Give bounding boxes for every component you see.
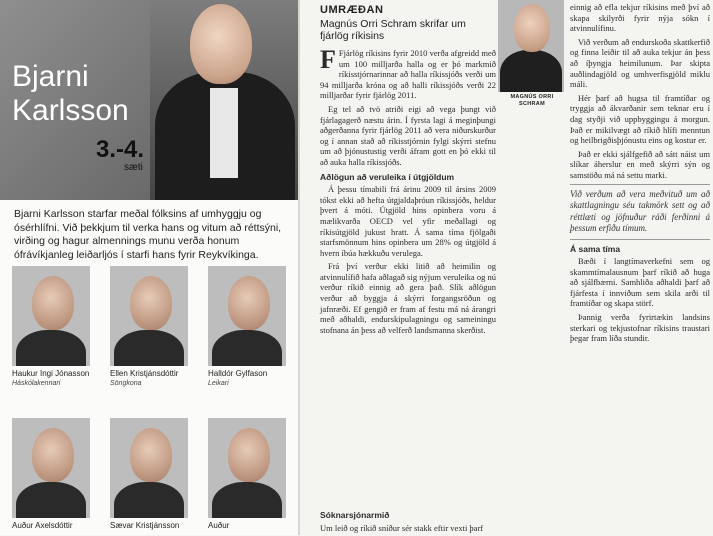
article-paragraph: Það er ekki sjálfgefið að sátt náist um slíkar áherslur en með skýrri sýn og samstöðu má ná settu marki. [570,148,710,180]
article-lead-paragraph: F Fjárlög ríkisins fyrir 2010 verða afgreidd með um 100 milljarða halla og er þó markmið ríkisstjórnarinnar að halla ríkissjóðs verði um 94 milljarða króna og að halli ríkissjóðs verði 22 milljarðar fyrir fjárlög 2011. [320,45,496,101]
candidate-seat-label: sæti [124,162,143,173]
article-column-2 [570,2,710,347]
article [300,0,713,535]
supporter-name: Halldór Gylfason [208,369,268,378]
supporter-photo [110,418,188,518]
supporter-card [12,418,102,531]
article-paragraph: Bæði í langtímaverkefni sem og skammtímalausnum þarf ríkið að huga að sjálfbærni. Samhliða aðhaldi þarf að fjárfesta í innviðum sem skila arði til framtíðar og skapa störf. [570,256,710,309]
supporter-name: Haukur Ingi Jónasson [12,369,90,378]
candidate-ad [0,0,298,535]
article-paragraph: Hér þarf að hugsa til framtíðar og tryggja að ákvarðanir sem teknar eru í dag styðji við uppbyggingu á morgun. Það er mikilvægt að ríkið hlífi menntun og heilbrigðisþjónustu eins og kostur er. [570,92,710,146]
article-column-1 [320,45,496,338]
candidate-photo-shirt [210,88,238,178]
article-subheading: Sóknarsjónarmið [320,510,390,520]
candidate-name [12,60,129,128]
supporter-title: Söngkona [110,380,142,387]
supporter-photo [208,266,286,366]
candidate-intro: Bjarni Karlsson starfar meðal fólksins af umhyggju og ósérhlífni. Við þekkjum til verka hans og vitum að réttsýni, virðing og hagur almennings munu verða honum ófrávíkjanleg leiðarljós í starfi hans fyrir Reykvíkinga. [14,208,282,261]
pull-quote: Við verðum að vera meðvituð um að skattlagningu séu takmörk sett og að réttlæti og jöfnuður ráði ferðinni á þessum erfiðu tímum. [570,188,710,233]
author-photo [498,0,564,92]
article-column-1-bottom [320,506,546,536]
supporter-title: Leikari [208,380,229,387]
supporter-name: Auður Axelsdóttir [12,521,73,530]
supporter-name: Auður [208,521,230,530]
pull-quote-rule [570,239,710,240]
supporter-photo [12,266,90,366]
article-paragraph: einnig að efla tekjur ríkisins með því að skapa skilyrði fyrir nýja sókn í atvinnulífinu. [570,2,710,34]
article-paragraph: Frá því verður ekki litið að heimilin og atvinnulífið hafa aðlagað sig nýjum veruleika og nú verður ríkið einnig að gera það. Slík aðlögun verður að byggja á skýrri forgangsröðun og jafnræði. Ef gengið er fram af festu má ná árangri með aðhaldi, endurskipulagningu og sameiningu stofnana án þess að velferð landsmanna skerðist. [320,261,496,335]
supporter-card [110,266,200,388]
article-paragraph: Um leið og ríkið sníður sér stakk eftir vexti þarf [320,522,484,533]
supporter-name: Sævar Kristjánsson [110,521,180,530]
article-paragraph: Eg tel að tvö atriði eigi að vega þungt við fjárlagagerð næstu árin. Í fyrsta lagi á meginþungi aðgerðanna fyrir fjárlög 2011 að vera niðurskurður og í annan stað að ríkisstjórnin fylgi skýrri stefnu um að þjónustustig verði áfram gott en þó ekki til að auka halla ríkissjóðs. [320,103,496,167]
supporter-photo [12,418,90,518]
supporter-card [110,418,200,531]
candidate-hero [0,0,298,200]
article-subheading: Aðlögun að veruleika í útgjöldum [320,171,455,182]
article-paragraph: Þannig verða fyrirtækin landsins sterkari og tekjustofnar ríkisins traustari þegar fram líða stundir. [570,312,710,344]
article-paragraph: Við verðum að endurskoða skattkerfið og finna leiðir til að auka tekjur án þess að íþyngja heimilunum. Þar skipta auðlindagjöld og umhverfisgjöld miklu máli. [570,36,710,90]
supporter-photo [110,266,188,366]
supporter-photo [208,418,286,518]
supporter-card [208,266,298,388]
supporter-card [208,418,298,531]
author-caption: MAGNÚS ORRI SCHRAM [510,94,554,107]
candidate-first-name: Bjarni [12,60,89,93]
supporter-title: Háskólakennari [12,380,61,387]
supporter-card [12,266,102,388]
drop-cap: F [320,45,336,74]
candidate-photo-head [190,4,252,84]
article-paragraph: Á þessu tímabili frá árinu 2009 til ársins 2009 tókst ekki að hefta útgjaldaþróun ríkissjóðs, heldur þvert á móti. Útgjöld hins opinbera voru á mælikvarða OECD vel yfir meðallagi og ríkisútgjöld jukust hratt. Á sama tíma fjölgaði starfsmönnum hins opinbera um 28% og útgjöld á hvern íbúa hækkuðu verulega. [320,184,496,258]
article-subheading: Á sama tíma [570,243,621,254]
pull-quote-rule [570,184,710,185]
article-headline: Magnús Orri Schram skrifar um fjárlög ríkisins [320,18,466,42]
candidate-last-name: Karlsson [12,94,129,127]
article-kicker: UMRÆÐAN [320,4,384,16]
supporter-name: Ellen Kristjánsdóttir [110,369,179,378]
candidate-rank: 3.-4. [96,136,145,163]
